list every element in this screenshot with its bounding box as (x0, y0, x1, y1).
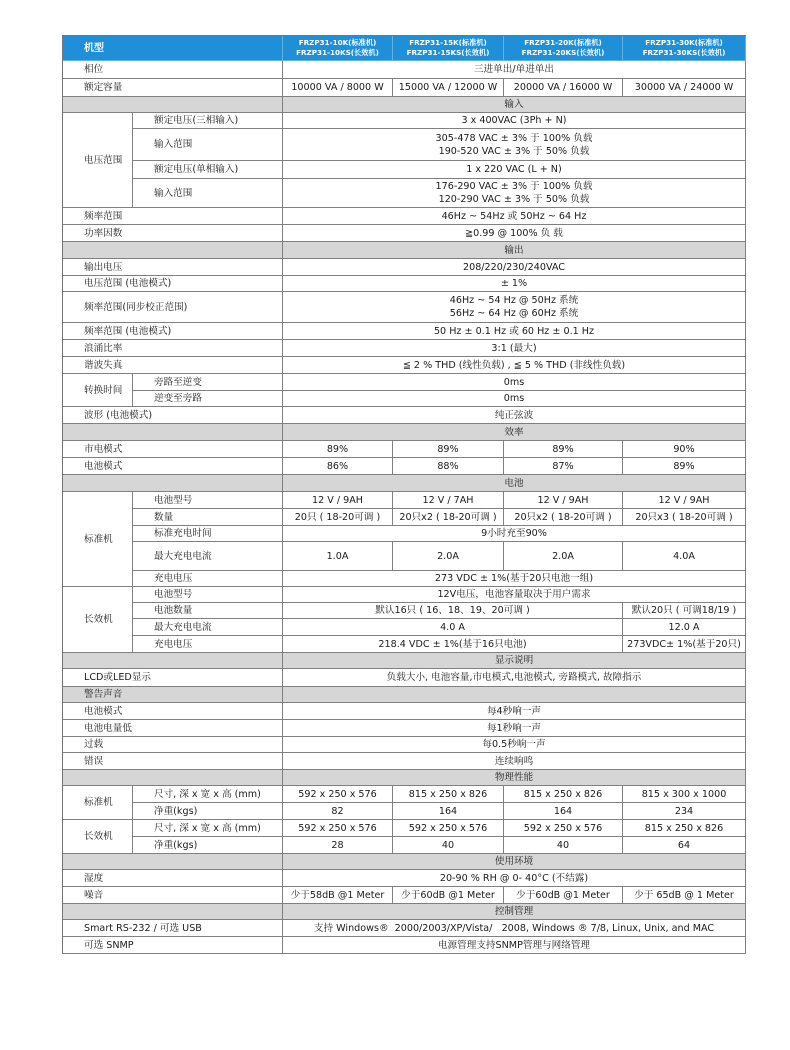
sub-label-text: 充电电压 (154, 638, 193, 650)
row-label-text: 噪音 (84, 889, 104, 901)
row-label (63, 920, 283, 937)
sub-label-text: 净重(kgs) (154, 805, 198, 817)
spec-value-text: 592 x 250 x 576 (523, 822, 603, 834)
row-label-text: 相位 (84, 64, 104, 75)
row-label (63, 753, 283, 770)
section-left-cell (63, 475, 283, 492)
spec-value-text: 305-478 VAC ± 3% 于 100% 负载 (435, 132, 593, 144)
spec-value-text: 12 V / 9AH (658, 494, 710, 506)
spec-value-text: 89% (326, 443, 349, 455)
spec-value-text: 电源管理支持SNMP管理与网络管理 (437, 939, 591, 951)
spec-value (623, 837, 746, 854)
spec-value-text: 40 (441, 839, 455, 851)
sub-label-text: 电池型号 (154, 589, 193, 600)
spec-value (623, 786, 746, 803)
spec-value (283, 619, 623, 636)
row-label (63, 259, 283, 276)
row-label (63, 292, 283, 323)
spec-value (393, 492, 504, 509)
spec-value (283, 323, 746, 340)
spec-value (283, 492, 393, 509)
group-label (63, 492, 133, 587)
spec-value (283, 920, 746, 937)
spec-value-text: 少于60dB @1 Meter (401, 889, 495, 901)
spec-value-text: 三进单出/单进单出 (474, 64, 554, 75)
spec-value (623, 458, 746, 475)
sub-label-text: 逆变至旁路 (154, 393, 202, 404)
spec-value (283, 603, 623, 619)
spec-value (393, 79, 504, 97)
sub-label (133, 587, 283, 603)
row-label-text: 电池电量低 (84, 722, 132, 734)
spec-value (283, 441, 393, 458)
model-name: FRZP31-15K(标准机) (409, 38, 487, 47)
spec-value (283, 571, 746, 587)
spec-value-text: 28 (331, 839, 344, 851)
spec-value (283, 208, 746, 225)
row-label (63, 887, 283, 904)
spec-value-text: 208/220/230/240VAC (463, 261, 565, 273)
row-label-text: 频率范围 (电池模式) (84, 325, 172, 337)
spec-value-text: 3:1 (最大) (491, 342, 537, 354)
row-label (63, 407, 283, 424)
spec-value (283, 458, 393, 475)
spec-value (283, 225, 746, 242)
spec-value-text: 40 (556, 839, 570, 851)
section-left-cell (63, 770, 283, 786)
section-left-cell (63, 424, 283, 441)
spec-value-text: 86% (326, 460, 349, 472)
spec-value (283, 753, 746, 770)
spec-value-text: 20只x2 ( 18-20可调 ) (399, 511, 497, 523)
row-label-text: Smart RS-232 / 可选 USB (84, 922, 202, 934)
row-label-text: 可选 SNMP (84, 939, 134, 951)
spec-value-text: 12V电压，电池容量取决于用户需求 (437, 589, 591, 600)
group-label (63, 374, 133, 407)
row-label-text: 频率范围 (84, 210, 123, 222)
spec-value-text: 默认20只 ( 可调18/19 ) (631, 605, 737, 616)
row-label (63, 357, 283, 374)
spec-value (393, 786, 504, 803)
spec-value (393, 458, 504, 475)
row-label (63, 669, 283, 687)
spec-value-text: 30000 VA / 24000 W (634, 82, 734, 93)
section-title (283, 475, 746, 492)
section-title-text: 物理性能 (494, 772, 534, 783)
spec-value (283, 587, 746, 603)
spec-value (283, 526, 746, 542)
sub-label (133, 179, 283, 208)
sub-label-text: 额定电压(三相输入) (154, 115, 239, 126)
spec-value (393, 820, 504, 837)
section-title-text: 输出 (504, 244, 524, 256)
spec-value-text: 89% (552, 443, 574, 455)
section-title (283, 904, 746, 920)
spec-value-text: 连续响鸣 (494, 755, 534, 767)
spec-value (283, 276, 746, 292)
section-title (283, 653, 746, 669)
section-title-text: 效率 (504, 426, 524, 438)
model-name: FRZP31-10KS(长效机) (296, 48, 379, 57)
row-label-text: 湿度 (84, 872, 104, 884)
sub-label (133, 113, 283, 129)
spec-value-text: 815 x 300 x 1000 (641, 788, 727, 800)
spec-value (283, 129, 746, 161)
sub-label-text: 输入范围 (154, 187, 193, 199)
row-label (63, 61, 283, 79)
row-label-text: 电池模式 (84, 705, 123, 717)
spec-value (623, 492, 746, 509)
spec-value (283, 669, 746, 687)
section-title-text: 控制管理 (494, 906, 534, 917)
spec-value-text: 50 Hz ± 0.1 Hz 或 60 Hz ± 0.1 Hz (433, 325, 595, 337)
spec-value-text: 12 V / 9AH (537, 494, 589, 506)
spec-value (283, 79, 393, 97)
model-header (623, 36, 746, 61)
group-label (63, 113, 133, 208)
spec-value (283, 803, 393, 820)
spec-value-text: 89% (673, 460, 695, 472)
spec-value (283, 374, 746, 391)
row-label-text: 市电模式 (84, 443, 123, 455)
sub-label-text: 标准充电时间 (154, 528, 212, 539)
section-title-text: 显示说明 (494, 655, 534, 666)
spec-value (623, 441, 746, 458)
model-name: FRZP31-20K(标准机) (524, 38, 602, 47)
spec-value-text: 纯正弦波 (494, 409, 534, 421)
spec-value-text: 1.0A (326, 550, 349, 562)
spec-value-text: 89% (437, 443, 459, 455)
section-title (283, 424, 746, 441)
group-label (63, 786, 133, 820)
spec-value-text: 20只x3 ( 18-20可调 ) (635, 511, 733, 523)
spec-value-text: 815 x 250 x 826 (523, 788, 603, 800)
spec-value-text: ≧0.99 @ 100% 负 载 (465, 227, 563, 239)
spec-value-text: ≦ 2 % THD (线性负载) , ≦ 5 % THD (非线性负载) (402, 359, 626, 371)
section-left-cell (63, 653, 283, 669)
spec-value (283, 887, 393, 904)
sub-label-text: 最大充电电流 (154, 550, 212, 562)
row-label-text: 额定容量 (84, 82, 123, 93)
spec-value-text: 12 V / 7AH (422, 494, 474, 506)
spec-value (283, 786, 393, 803)
section-title-text: 输入 (504, 99, 524, 110)
section-left-cell (63, 854, 283, 870)
spec-value (504, 509, 623, 526)
model-header (504, 36, 623, 61)
model-header (283, 36, 393, 61)
row-label (63, 737, 283, 753)
spec-value (283, 509, 393, 526)
subheading-right-cell (283, 687, 746, 703)
spec-value (283, 820, 393, 837)
spec-value-text: 10000 VA / 8000 W (291, 82, 384, 93)
sub-label-text: 数量 (154, 511, 174, 523)
spec-value (283, 357, 746, 374)
section-title (283, 97, 746, 113)
spec-value (283, 113, 746, 129)
sub-label (133, 786, 283, 803)
sub-label-text: 净重(kgs) (154, 839, 198, 851)
spec-value (504, 820, 623, 837)
spec-value (623, 803, 746, 820)
spec-value-text: 每4秒响一声 (486, 705, 542, 717)
spec-value-text: 815 x 250 x 826 (408, 788, 488, 800)
spec-value-text: 56Hz ~ 64 Hz @ 60Hz 系统 (449, 308, 579, 319)
spec-value (393, 542, 504, 571)
row-label-text: 频率范围(同步校正范围) (84, 301, 188, 313)
spec-value-text: 20只 ( 18-20可调 ) (294, 511, 381, 523)
group-label-text: 标准机 (84, 797, 113, 808)
spec-value-text: 88% (437, 460, 459, 472)
section-title (283, 242, 746, 259)
spec-value (504, 837, 623, 854)
model-name: FRZP31-10K(标准机) (298, 38, 377, 47)
spec-value (504, 458, 623, 475)
spec-value-text: 64 (677, 839, 691, 851)
group-label (63, 820, 133, 854)
section-left-cell (63, 242, 283, 259)
spec-value-text: 2.0A (552, 550, 574, 562)
spec-value (623, 887, 746, 904)
spec-value-text: 164 (438, 805, 458, 817)
group-label-text: 转换时间 (84, 384, 123, 396)
spec-value (283, 179, 746, 208)
row-label (63, 441, 283, 458)
row-label (63, 458, 283, 475)
spec-value (504, 79, 623, 97)
row-label-text: 过载 (84, 739, 104, 750)
spec-value-text: 46Hz ~ 54Hz 或 50Hz ~ 64 Hz (441, 210, 587, 222)
spec-value-text: 支持 Windows® 2000/2003/XP/Vista/ 2008, Windows ® 7/8, Linux, Unix, and MAC (313, 922, 715, 934)
sub-label-text: 旁路至逆变 (154, 376, 202, 388)
spec-value (623, 820, 746, 837)
spec-value (283, 61, 746, 79)
sub-label-text: 充电电压 (154, 573, 193, 584)
row-label-text: 输出电压 (84, 261, 123, 273)
row-label (63, 323, 283, 340)
spec-value-text: 负载大小, 电池容量,市电模式,电池模式, 旁路模式, 故障指示 (386, 672, 642, 683)
group-label-text: 标准机 (84, 533, 113, 545)
spec-value (393, 887, 504, 904)
sub-label-text: 尺寸, 深 x 宽 x 高 (mm) (154, 788, 261, 800)
sub-label (133, 374, 283, 391)
spec-value-text: 87% (552, 460, 574, 472)
section-title-text: 使用环境 (494, 856, 534, 867)
row-label-text: 错误 (84, 755, 104, 767)
spec-value (283, 870, 746, 887)
spec-value (283, 703, 746, 720)
row-label (63, 703, 283, 720)
sub-label (133, 803, 283, 820)
model-name: FRZP31-30KS(长效机) (642, 48, 726, 57)
model-header-label (63, 36, 283, 61)
sub-label (133, 619, 283, 636)
spec-value-text: 592 x 250 x 576 (298, 788, 377, 800)
group-label-text: 长效机 (84, 614, 113, 625)
spec-value-text: 0ms (503, 376, 525, 388)
spec-value (283, 259, 746, 276)
sub-label (133, 509, 283, 526)
row-label-text: 功率因数 (84, 227, 123, 239)
sub-label-text: 最大充电电流 (154, 621, 212, 633)
row-label-text: 谐波失真 (84, 359, 123, 371)
spec-value (283, 391, 746, 407)
sub-label (133, 837, 283, 854)
row-label (63, 720, 283, 737)
model-header (393, 36, 504, 61)
spec-value-text: 90% (673, 443, 695, 455)
spec-value-text: 每0.5秒响一声 (482, 739, 546, 750)
spec-value-text: 164 (553, 805, 573, 817)
spec-value-text: 273VDC± 1%(基于20只) (627, 638, 741, 650)
spec-value-text: 少于60dB @1 Meter (516, 889, 610, 901)
spec-value-text: 46Hz ~ 54 Hz @ 50Hz 系统 (449, 295, 579, 306)
subheading (63, 687, 283, 703)
spec-value (623, 509, 746, 526)
spec-value-text: 273 VDC ± 1%(基于20只电池一组) (434, 573, 594, 584)
sub-label (133, 492, 283, 509)
spec-value (623, 619, 746, 636)
section-title (283, 854, 746, 870)
spec-value-text: 218.4 VDC ± 1%(基于16只电池) (378, 638, 527, 650)
sub-label (133, 820, 283, 837)
spec-value-text: 20只x2 ( 18-20可调 ) (514, 511, 612, 523)
spec-value-text: 3 x 400VAC (3Ph + N) (461, 115, 567, 126)
spec-value-text: 82 (331, 805, 344, 817)
sub-label (133, 161, 283, 179)
spec-value (504, 803, 623, 820)
sub-label-text: 尺寸, 深 x 宽 x 高 (mm) (154, 822, 261, 834)
spec-value (283, 407, 746, 424)
sub-label (133, 391, 283, 407)
spec-value (393, 509, 504, 526)
spec-value-text: 12 V / 9AH (311, 494, 364, 506)
model-name: FRZP31-20KS(长效机) (521, 48, 605, 57)
spec-value (393, 803, 504, 820)
sub-label (133, 571, 283, 587)
spec-value (393, 441, 504, 458)
section-left-cell (63, 904, 283, 920)
row-label-text: 波形 (电池模式) (84, 409, 153, 421)
spec-value-text: 234 (674, 805, 694, 817)
section-left-cell (63, 97, 283, 113)
spec-value (504, 441, 623, 458)
spec-value (504, 887, 623, 904)
model-name: FRZP31-15KS(长效机) (406, 48, 490, 57)
row-label (63, 208, 283, 225)
spec-value-text: 20-90 % RH @ 0- 40°C (不结露) (439, 872, 589, 884)
spec-value (283, 161, 746, 179)
spec-value-text: 4.0 A (440, 621, 465, 633)
spec-value (283, 636, 623, 653)
spec-value (283, 837, 393, 854)
sub-label-text: 电池型号 (154, 494, 193, 506)
spec-value (623, 636, 746, 653)
section-title (283, 770, 746, 786)
spec-value-text: 0ms (503, 393, 525, 404)
spec-value-text: 190-520 VAC ± 3% 于 50% 负载 (438, 145, 590, 157)
spec-table (62, 35, 746, 954)
group-label-text: 电压范围 (84, 154, 123, 166)
spec-value-text: 12.0 A (668, 621, 700, 633)
spec-value-text: 4.0A (673, 550, 695, 562)
spec-value-text: 2.0A (437, 550, 459, 562)
model-header-label-text: 机型 (84, 42, 104, 54)
row-label (63, 225, 283, 242)
spec-value (504, 786, 623, 803)
spec-value (623, 79, 746, 97)
row-label-text: 浪涌比率 (84, 342, 123, 354)
spec-value (283, 937, 746, 954)
section-title-text: 电池 (504, 477, 524, 489)
row-label-text: 电压范围 (电池模式) (84, 278, 172, 289)
sub-label (133, 129, 283, 161)
spec-value (283, 737, 746, 753)
spec-value-text: 592 x 250 x 576 (408, 822, 488, 834)
spec-value (504, 492, 623, 509)
sub-label (133, 603, 283, 619)
sub-label (133, 526, 283, 542)
row-label (63, 276, 283, 292)
row-label-text: 电池模式 (84, 460, 123, 472)
spec-value-text: 592 x 250 x 576 (298, 822, 377, 834)
spec-value-text: 20000 VA / 16000 W (513, 82, 613, 93)
spec-value (504, 542, 623, 571)
spec-value-text: 176-290 VAC ± 3% 于 100% 负载 (435, 181, 593, 192)
spec-value-text: 9小时充至90% (481, 528, 547, 539)
spec-value-text: 815 x 250 x 826 (644, 822, 724, 834)
spec-value-text: 15000 VA / 12000 W (398, 82, 498, 93)
row-label (63, 870, 283, 887)
sub-label-text: 额定电压(单相输入) (154, 164, 239, 175)
spec-value-text: 少于 65dB @ 1 Meter (634, 889, 734, 901)
spec-value-text: 少于58dB @1 Meter (290, 889, 385, 901)
sub-label (133, 636, 283, 653)
spec-value (623, 603, 746, 619)
sub-label-text: 电池数量 (154, 605, 193, 616)
group-label-text: 长效机 (84, 831, 113, 842)
spec-value (283, 542, 393, 571)
spec-value (283, 292, 746, 323)
row-label-text: LCD或LED显示 (84, 672, 152, 683)
subheading-text: 警告声音 (84, 689, 123, 700)
group-label (63, 587, 133, 653)
spec-value-text: 120-290 VAC ± 3% 于 50% 负载 (438, 194, 590, 205)
sub-label-text: 输入范围 (154, 139, 193, 150)
sub-label (133, 542, 283, 571)
model-name: FRZP31-30K(标准机) (645, 38, 723, 47)
spec-value-text: ± 1% (500, 278, 528, 289)
row-label (63, 79, 283, 97)
spec-value (283, 340, 746, 357)
spec-value (623, 542, 746, 571)
row-label (63, 937, 283, 954)
spec-value-text: 1 x 220 VAC (L + N) (466, 164, 562, 175)
spec-value (283, 720, 746, 737)
spec-value (393, 837, 504, 854)
row-label (63, 340, 283, 357)
spec-value-text: 每1秒响一声 (486, 722, 542, 734)
spec-value-text: 默认16只 ( 16、18、19、20可调 ) (375, 605, 530, 616)
